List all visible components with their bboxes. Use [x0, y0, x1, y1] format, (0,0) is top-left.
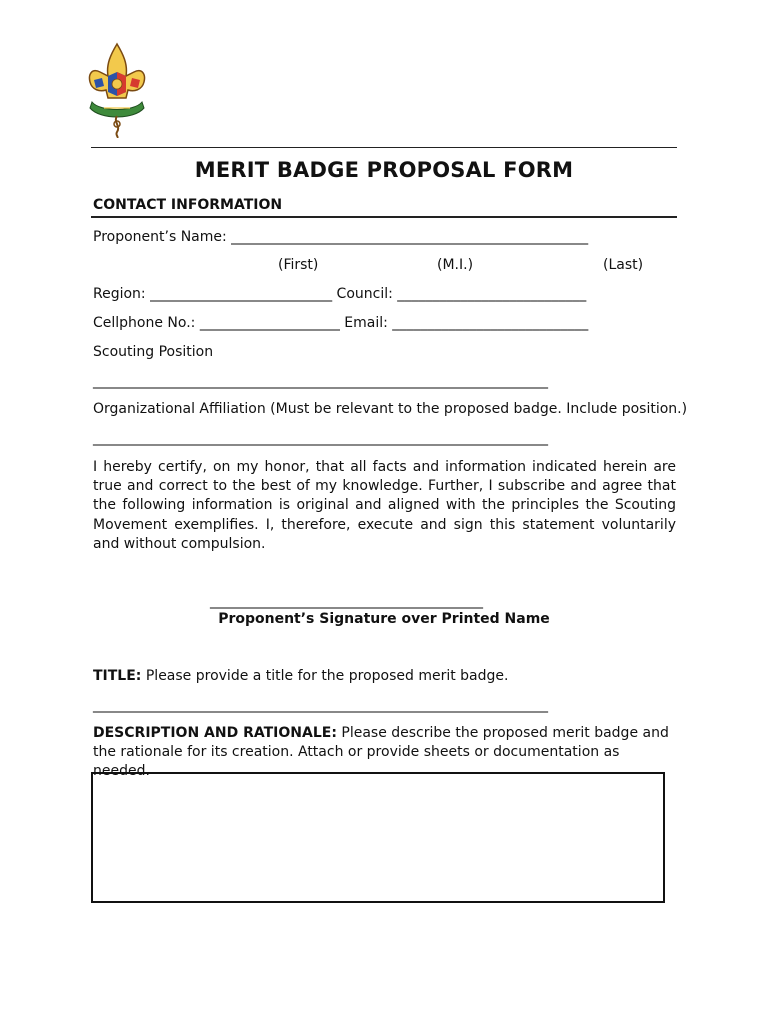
badge-title-field[interactable]: _________________________________________________________________ — [93, 697, 548, 713]
region-council-field[interactable]: Region: __________________________ Council: ___________________________ — [93, 286, 587, 302]
contact-heading: CONTACT INFORMATION — [93, 197, 283, 213]
last-name-caption: (Last) — [603, 257, 644, 273]
signature-field[interactable]: _______________________________________ — [210, 593, 483, 609]
header-divider — [91, 147, 677, 148]
scouting-position-field[interactable]: _________________________________________________________________ — [93, 373, 548, 389]
description-text: Please describe the proposed merit badge and the rationale for its creation. Attach or provide sheets or documentation as needed. — [93, 725, 669, 780]
affiliation-field[interactable]: _________________________________________________________________ — [93, 430, 548, 446]
signature-caption: Proponent’s Signature over Printed Name — [218, 611, 550, 627]
badge-title-text: Please provide a title for the proposed merit badge. — [141, 668, 509, 684]
badge-title-label: TITLE: — [93, 668, 142, 684]
first-name-caption: (First) — [278, 257, 319, 273]
proponent-name-field[interactable]: Proponent’s Name: ___________________________________________________ — [93, 229, 589, 245]
scout-emblem-logo-icon — [86, 42, 148, 138]
badge-title-instruction — [93, 667, 508, 686]
page-title: MERIT BADGE PROPOSAL FORM — [194, 158, 574, 182]
certification-statement: I hereby certify, on my honor, that all facts and information indicated herein are true and correct to the best of my knowledge. Further, I subscribe and agree that the following information is original and aligned with the principles the Scouting Movement exemplifies. I, therefore, execute and sign this statement voluntarily and without compulsion. — [93, 459, 676, 552]
description-label: DESCRIPTION AND RATIONALE: — [93, 725, 337, 741]
cellphone-email-field[interactable]: Cellphone No.: ____________________ Email: ____________________________ — [93, 315, 589, 331]
description-input-box[interactable] — [91, 772, 665, 903]
affiliation-label: Organizational Affiliation (Must be relevant to the proposed badge. Include position.) — [93, 401, 688, 417]
contact-heading-underline — [91, 216, 677, 218]
middle-initial-caption: (M.I.) — [437, 257, 474, 273]
scouting-position-label: Scouting Position — [93, 344, 214, 360]
